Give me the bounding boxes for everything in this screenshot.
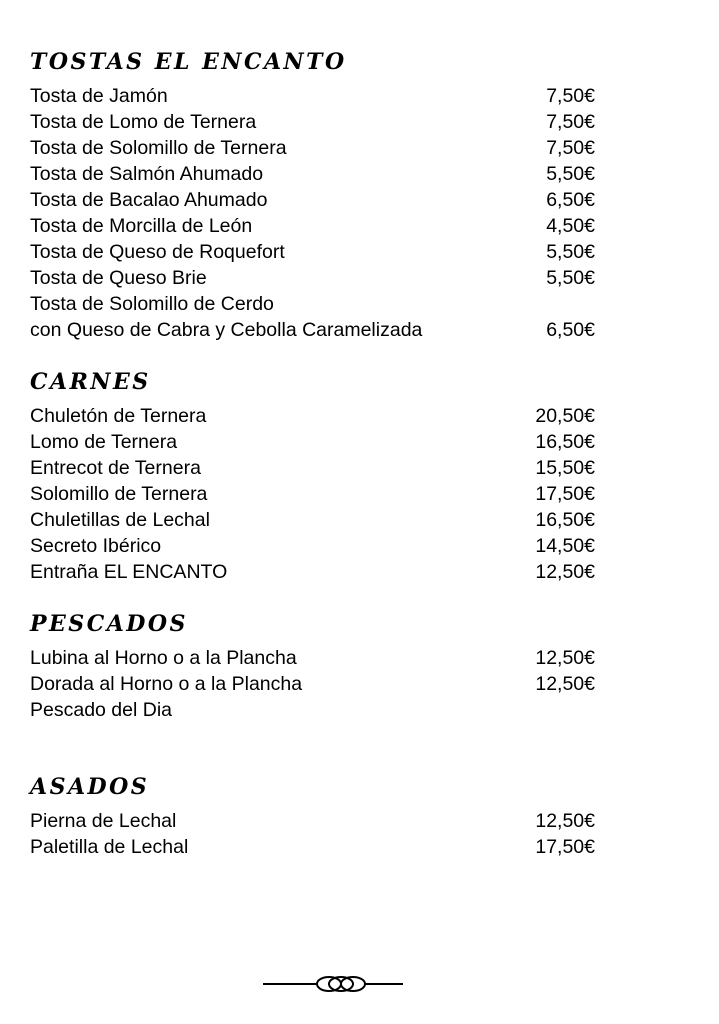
menu-item-row — [30, 265, 595, 291]
section-title: CARNES — [30, 369, 151, 395]
item-name: Tosta de Solomillo de Cerdo — [30, 293, 274, 315]
item-name: Lubina al Horno o a la Plancha — [30, 647, 297, 669]
item-name: Tosta de Bacalao Ahumado — [30, 189, 268, 211]
section-title: ASADOS — [30, 774, 150, 800]
menu-section-pescados — [30, 610, 595, 723]
item-price: 7,50€ — [546, 137, 595, 159]
item-name: Chuletón de Ternera — [30, 405, 207, 427]
menu-item-row — [30, 109, 595, 135]
item-price: 5,50€ — [546, 267, 595, 289]
item-price: 16,50€ — [535, 431, 595, 453]
item-name: Pierna de Lechal — [30, 810, 177, 832]
item-price: 12,50€ — [535, 561, 595, 583]
item-price: 12,50€ — [535, 810, 595, 832]
menu-item-row — [30, 213, 595, 239]
item-price: 6,50€ — [546, 189, 595, 211]
menu-sections — [30, 48, 595, 860]
item-price: 16,50€ — [535, 509, 595, 531]
item-name: Entrecot de Ternera — [30, 457, 201, 479]
menu-item-row — [30, 559, 595, 585]
menu-item-row — [30, 645, 595, 671]
menu-item-row — [30, 481, 595, 507]
item-name: Tosta de Morcilla de León — [30, 215, 253, 237]
menu-item-row — [30, 187, 595, 213]
footer-divider — [263, 972, 403, 996]
item-price: 12,50€ — [535, 673, 595, 695]
item-name: Tosta de Jamón — [30, 85, 168, 107]
menu-section-tostas — [30, 48, 595, 343]
item-price: 7,50€ — [546, 111, 595, 133]
section-title: PESCADOS — [30, 611, 188, 637]
menu-item-row — [30, 455, 595, 481]
item-name: Tosta de Queso de Roquefort — [30, 241, 285, 263]
item-name: Solomillo de Ternera — [30, 483, 208, 505]
item-price: 7,50€ — [546, 85, 595, 107]
menu-section-carnes — [30, 368, 595, 585]
menu-item-row — [30, 291, 595, 317]
item-name: Tosta de Queso Brie — [30, 267, 207, 289]
item-price: 17,50€ — [535, 483, 595, 505]
item-name: Paletilla de Lechal — [30, 836, 189, 858]
item-name: Entraña EL ENCANTO — [30, 561, 228, 583]
item-name: con Queso de Cabra y Cebolla Caramelizada — [30, 319, 423, 341]
item-name: Chuletillas de Lechal — [30, 509, 210, 531]
section-title: TOSTAS EL ENCANTO — [30, 49, 347, 75]
menu-item-row — [30, 507, 595, 533]
item-price: 5,50€ — [546, 241, 595, 263]
item-price: 6,50€ — [546, 319, 595, 341]
menu-item-row — [30, 533, 595, 559]
menu-item-row — [30, 83, 595, 109]
menu-item-row — [30, 239, 595, 265]
menu-item-row — [30, 429, 595, 455]
menu-item-row — [30, 834, 595, 860]
item-name: Lomo de Ternera — [30, 431, 178, 453]
item-name: Tosta de Solomillo de Ternera — [30, 137, 287, 159]
menu-item-row — [30, 671, 595, 697]
menu-item-row — [30, 317, 595, 343]
item-price: 15,50€ — [535, 457, 595, 479]
item-price: 5,50€ — [546, 163, 595, 185]
item-price: 4,50€ — [546, 215, 595, 237]
item-price: 12,50€ — [535, 647, 595, 669]
item-price: 20,50€ — [535, 405, 595, 427]
menu-item-row — [30, 161, 595, 187]
menu-item-row — [30, 135, 595, 161]
item-price: 17,50€ — [535, 836, 595, 858]
item-name: Pescado del Dia — [30, 699, 173, 721]
menu-item-row — [30, 403, 595, 429]
item-name: Tosta de Salmón Ahumado — [30, 163, 264, 185]
item-name: Secreto Ibérico — [30, 535, 162, 557]
item-name: Dorada al Horno o a la Plancha — [30, 673, 303, 695]
item-name: Tosta de Lomo de Ternera — [30, 111, 257, 133]
menu-item-row — [30, 697, 595, 723]
item-price: 14,50€ — [535, 535, 595, 557]
menu-item-row — [30, 808, 595, 834]
rope-knot-icon — [263, 972, 403, 996]
menu-section-asados — [30, 773, 595, 860]
